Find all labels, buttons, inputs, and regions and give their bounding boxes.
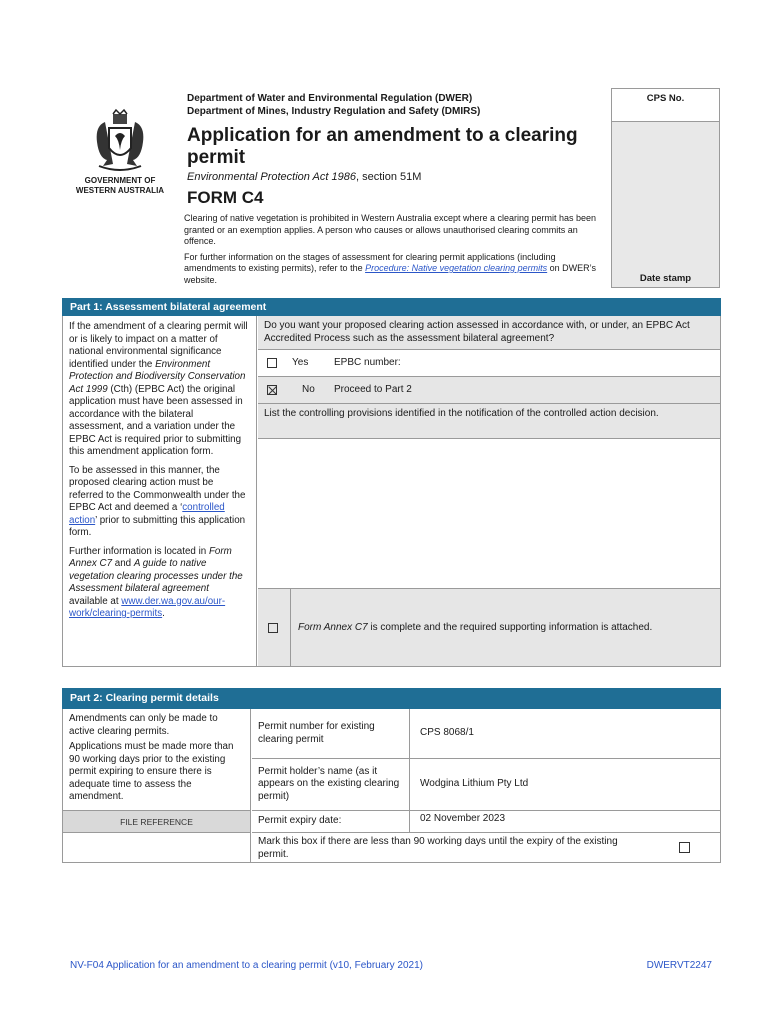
permit-number-label: Permit number for existing clearing permit bbox=[252, 709, 409, 758]
part1-heading: Part 1: Assessment bilateral agreement bbox=[62, 298, 721, 316]
expiry-row bbox=[252, 810, 720, 832]
part1-section bbox=[62, 298, 721, 667]
annex-checkbox-cell bbox=[258, 589, 291, 666]
p2-text-b: ’ prior to submitting this application form. bbox=[69, 514, 246, 538]
annex-c7-name: Form Annex C7 bbox=[69, 545, 232, 569]
permit-number-field[interactable]: CPS 8068/1 bbox=[409, 709, 720, 758]
expiry-date-label: Permit expiry date: bbox=[252, 811, 409, 832]
procedure-link[interactable]: Procedure: Native vegetation clearing permits bbox=[365, 263, 548, 273]
file-reference-field[interactable] bbox=[63, 832, 251, 862]
act-section: , section 51M bbox=[355, 171, 422, 183]
ninety-days-label: Mark this box if there are less than 90 working days until the expiry of the existing permit. bbox=[258, 836, 618, 860]
yes-label: Yes bbox=[292, 357, 309, 368]
wa-coat-of-arms-icon bbox=[75, 108, 165, 174]
proceed-note: Proceed to Part 2 bbox=[334, 384, 412, 395]
epbc-number-label: EPBC number: bbox=[334, 357, 401, 368]
no-row bbox=[258, 376, 720, 403]
government-logo bbox=[70, 108, 170, 196]
holder-name-field[interactable]: Wodgina Lithium Pty Ltd bbox=[409, 759, 720, 810]
form-subtitle bbox=[187, 171, 421, 183]
form-number: FORM C4 bbox=[187, 188, 264, 207]
p2-text-a: To be assessed in this manner, the proposed clearing action must be referred to the Commonwealth under the EPBC Act and deemed a ‘ bbox=[69, 464, 246, 513]
ninety-days-row bbox=[252, 832, 720, 862]
form-title: Application for an amendment to a clearing permit bbox=[187, 125, 578, 168]
part2-heading: Part 2: Clearing permit details bbox=[62, 688, 721, 709]
expiry-date-field[interactable]: 02 November 2023 bbox=[409, 811, 720, 832]
logo-text bbox=[70, 176, 170, 196]
part2-section bbox=[62, 688, 721, 863]
part2-guidance-p1: Amendments can only be made to active clearing permits. bbox=[69, 713, 218, 737]
yes-row bbox=[258, 349, 720, 376]
footer-code: DWERVT2247 bbox=[646, 960, 712, 971]
epbc-question: Do you want your proposed clearing action assessed in accordance with, or under, an EPBC Act Accredited Process such as the assessment bilateral agreement? bbox=[258, 316, 720, 349]
intro-p2-end: on DWER’s website. bbox=[184, 263, 597, 285]
p3-and: and bbox=[112, 558, 134, 569]
intro-text bbox=[184, 213, 604, 290]
footer-form-reference: NV-F04 Application for an amendment to a clearing permit (v10, February 2021) bbox=[70, 960, 423, 971]
ninety-days-checkbox[interactable] bbox=[679, 842, 690, 853]
date-stamp-area bbox=[612, 121, 719, 287]
annex-c7-text bbox=[298, 622, 652, 635]
part1-guidance-p3 bbox=[69, 546, 250, 621]
controlled-action-link[interactable]: controlled action bbox=[69, 502, 225, 526]
annex-c7-rest: is complete and the required supporting information is attached. bbox=[367, 622, 653, 633]
no-label: No bbox=[302, 384, 315, 395]
date-stamp-label: Date stamp bbox=[639, 273, 692, 284]
controlling-provisions-label: List the controlling provisions identified in the notification of the controlled action decision. bbox=[258, 403, 720, 438]
intro-paragraph-1: Clearing of native vegetation is prohibited in Western Australia except where a clearing permit has been granted or an exemption applies. A person who causes or allows unauthorised clearing commits an offence. bbox=[184, 213, 597, 246]
p3-text-a: Further information is located in bbox=[69, 545, 209, 557]
cps-box bbox=[611, 88, 720, 288]
p3-end: . bbox=[162, 608, 165, 619]
part1-guidance bbox=[63, 316, 257, 666]
act-name: Environmental Protection Act 1986 bbox=[187, 171, 356, 183]
part1-guidance-p1 bbox=[69, 321, 250, 459]
dept-line-dmirs: Department of Mines, Industry Regulation and Safety (DMIRS) bbox=[187, 106, 481, 117]
department-names bbox=[187, 92, 480, 118]
no-checkbox[interactable] bbox=[267, 385, 277, 395]
file-reference-label: FILE REFERENCE bbox=[63, 810, 251, 832]
der-website-link[interactable]: www.der.wa.gov.au/our-work/clearing-permits bbox=[69, 595, 226, 619]
cps-number-label: CPS No. bbox=[646, 93, 685, 104]
p3-available: available at bbox=[69, 595, 122, 607]
permit-number-row bbox=[252, 709, 720, 758]
logo-text-line2: WESTERN AUSTRALIA bbox=[75, 186, 165, 195]
holder-name-label: Permit holder’s name (as it appears on the existing clearing permit) bbox=[252, 759, 409, 810]
p1-text-b: (Cth) (EPBC Act) the original application must have been assessed in accordance with the bilateral assessment, and a variation under the EPBC Act is required prior to submitting this amendment application form. bbox=[69, 383, 243, 457]
part1-guidance-p2 bbox=[69, 465, 250, 540]
yes-checkbox[interactable] bbox=[267, 358, 277, 368]
part2-guidance-p2: Applications must be made more than 90 working days prior to the existing permit expiring to ensure there is adequate time to assess the amendment. bbox=[69, 741, 234, 802]
holder-row bbox=[252, 758, 720, 810]
controlling-provisions-field[interactable] bbox=[258, 438, 720, 588]
epbc-act-name: Environment Protection and Biodiversity Conservation Act 1999 bbox=[69, 358, 246, 395]
intro-paragraph-2 bbox=[184, 252, 604, 287]
guide-name: A guide to native vegetation clearing processes under the Assessment bilateral agreement bbox=[69, 558, 243, 594]
annex-c7-italic: Form Annex C7 bbox=[298, 622, 368, 633]
logo-text-line1: GOVERNMENT OF bbox=[84, 176, 156, 185]
part2-guidance bbox=[63, 709, 251, 810]
annex-c7-checkbox[interactable] bbox=[268, 623, 278, 633]
p1-text-a: If the amendment of a clearing permit will or is likely to impact on a matter of national environmental significance identified under the bbox=[69, 321, 248, 370]
intro-p2-text: For further information on the stages of assessment for clearing permit applications (including amendments to existing permits), refer to the bbox=[184, 251, 556, 273]
annex-c7-row bbox=[258, 588, 720, 666]
dept-line-dwer: Department of Water and Environmental Regulation (DWER) bbox=[187, 93, 473, 104]
